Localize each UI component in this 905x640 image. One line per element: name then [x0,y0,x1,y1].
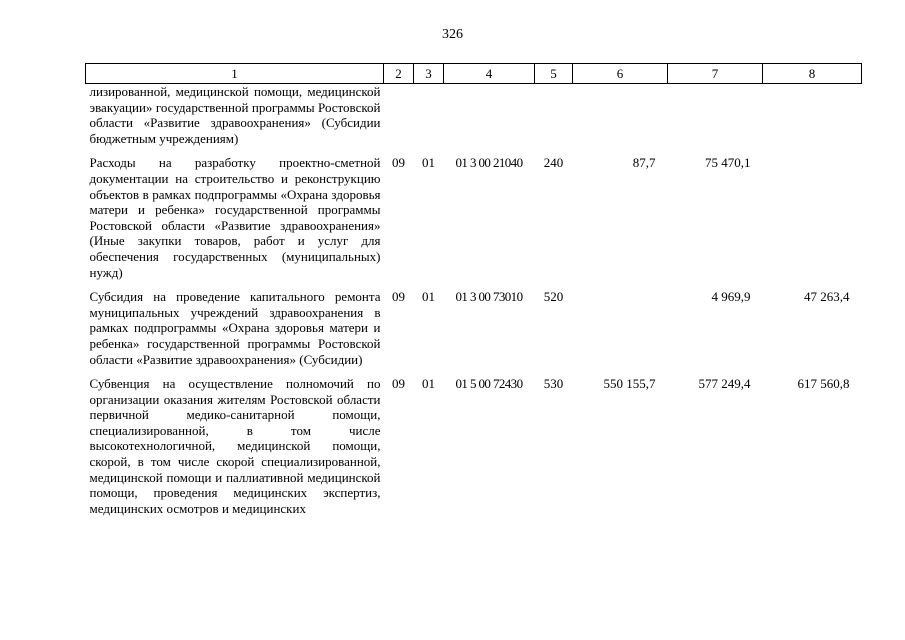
cell-subsection: 01 [422,376,435,392]
cell-amount-col7: 75 470,1 [705,155,751,171]
table-row [86,376,862,525]
table-row [86,155,862,289]
table-row [86,84,862,156]
cell-amount-col6 [573,289,668,376]
cell-subsection: 01 [422,289,435,305]
cell-section [384,84,414,156]
column-header-6: 6 [573,64,668,84]
cell-amount-col8: 617 560,8 [797,376,850,392]
column-header-1: 1 [86,64,384,84]
cell-expense-type: 240 [543,155,564,171]
cell-section: 09 [392,155,405,171]
cell-target-code [444,84,535,156]
page-number: 326 [442,27,463,42]
cell-expense-type: 520 [543,289,564,305]
row-description: Расходы на разработку проектно-сметной документации на строительство и реконструкцию объектов в рамках подпрограммы «Охрана здоровья матери и ребенка» государственной программы Ростовской области «Развитие здравоохранения» (Иные закупки товаров, работ и услуг для обеспечения государственных (муниципальных) нужд) [89,155,381,280]
column-header-2: 2 [384,64,414,84]
cell-target-code: 01 3 00 73010 [455,289,523,305]
cell-target-code: 01 3 00 21040 [455,155,523,171]
column-header-8: 8 [763,64,862,84]
cell-amount-col8 [763,84,862,156]
cell-section: 09 [392,376,405,392]
column-header-3: 3 [414,64,444,84]
column-header-4: 4 [444,64,535,84]
table-row [86,289,862,376]
row-description: лизированной, медицинской помощи, медицинской эвакуации» государственной программы Ростовской области «Развитие здравоохранения» (Субсидии бюджетным учреждениям) [89,84,381,146]
cell-expense-type: 530 [543,376,564,392]
cell-target-code: 01 5 00 72430 [455,376,523,392]
cell-amount-col7: 577 249,4 [698,376,751,392]
cell-expense-type [535,84,573,156]
row-description: Субсидия на проведение капитального ремонта муниципальных учреждений здравоохранения в рамках подпрограммы «Охрана здоровья матери и ребенка» государственной программы Ростовской области «Развитие здравоохранения» (Субсидии) [89,289,381,367]
column-header-7: 7 [668,64,763,84]
cell-amount-col6 [573,84,668,156]
cell-section: 09 [392,289,405,305]
cell-amount-col7: 4 969,9 [711,289,751,305]
budget-table [85,63,862,525]
cell-amount-col8: 47 263,4 [804,289,850,305]
cell-amount-col8 [763,155,862,289]
header-row [86,64,862,84]
cell-subsection [414,84,444,156]
cell-amount-col7 [668,84,763,156]
cell-amount-col6: 87,7 [632,155,656,171]
row-description: Субвенция на осуществление полномочий по организации оказания жителям Ростовской области первичной медико-санитарной помощи, специализированной, в том числе высокотехнологичной, медицинской помощи, скорой, в том числе скорой специализированной, медицинской помощи и паллиативной медицинской помощи, проведения медицинских экспертиз, медицинских осмотров и медицинских [89,376,381,516]
cell-subsection: 01 [422,155,435,171]
cell-amount-col6: 550 155,7 [603,376,656,392]
column-header-5: 5 [535,64,573,84]
